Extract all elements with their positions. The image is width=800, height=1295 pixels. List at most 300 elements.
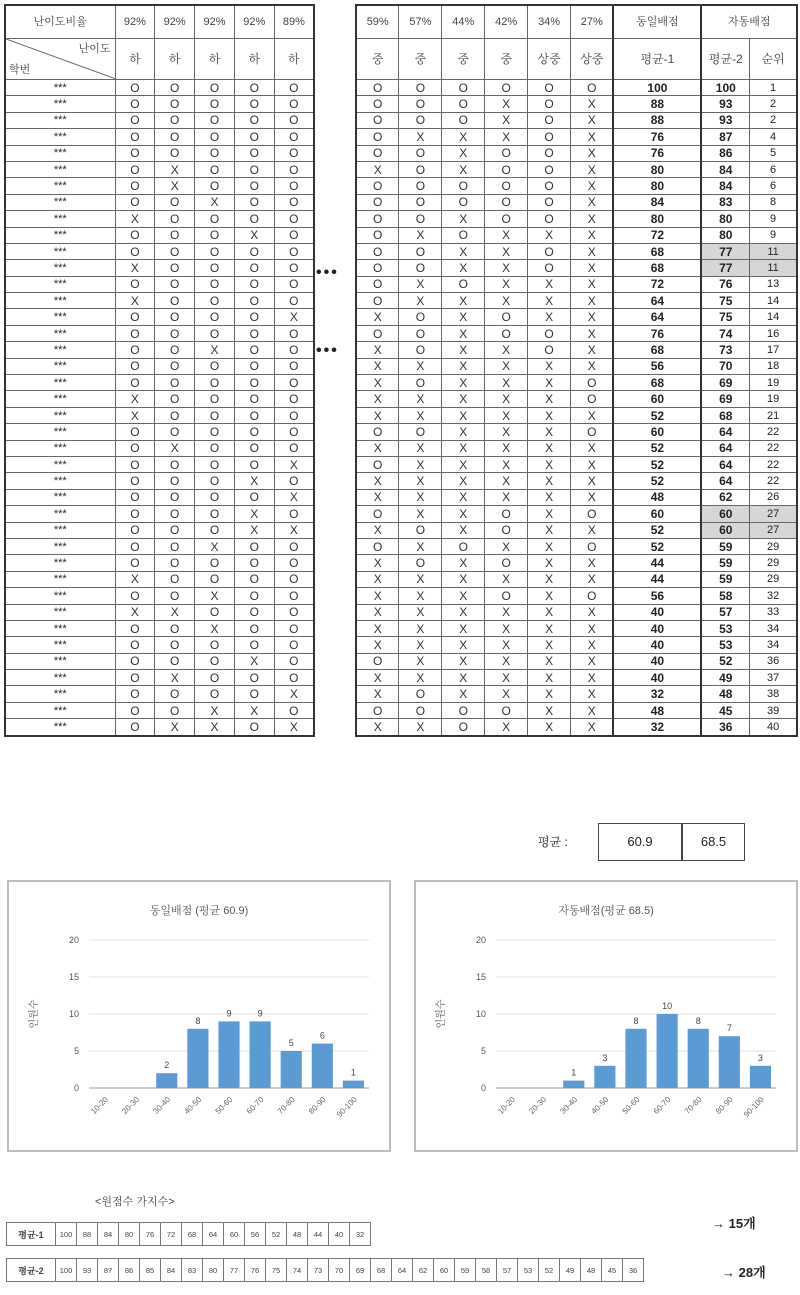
answer-mark-cell: X [571, 719, 614, 736]
average-1-cell: 80 [613, 211, 701, 227]
answer-mark-cell: X [195, 719, 235, 736]
average-2-cell: 59 [701, 538, 749, 554]
student-row [356, 194, 797, 210]
answer-mark-cell: O [234, 325, 274, 341]
answer-mark-cell: O [115, 702, 155, 718]
answer-mark-cell: X [399, 276, 442, 292]
answer-mark-cell: O [234, 456, 274, 472]
answer-mark-cell: X [528, 555, 571, 571]
answer-mark-cell: O [399, 161, 442, 177]
answer-mark-cell: X [485, 620, 528, 636]
answer-mark-cell: X [571, 686, 614, 702]
rank-cell: 17 [750, 342, 797, 358]
student-row [356, 276, 797, 292]
histogram-bar [250, 1021, 271, 1088]
answer-mark-cell: O [356, 653, 399, 669]
score-cell: 88 [77, 1223, 98, 1246]
answer-mark-cell: X [115, 211, 155, 227]
answer-mark-cell: X [571, 571, 614, 587]
answer-mark-cell: O [399, 194, 442, 210]
student-row [5, 194, 314, 210]
answer-mark-cell: X [528, 620, 571, 636]
answer-mark-cell: X [356, 637, 399, 653]
score-cell: 68 [182, 1223, 203, 1246]
histogram-bar [625, 1029, 646, 1088]
answer-mark-cell: O [442, 112, 485, 128]
student-id-cell: *** [5, 227, 115, 243]
diagonal-header-cell [5, 39, 115, 80]
average-1-cell: 32 [613, 719, 701, 736]
histogram-bar [312, 1044, 333, 1088]
answer-mark-cell: O [528, 178, 571, 194]
answer-mark-cell: X [485, 358, 528, 374]
answer-mark-cell: X [528, 456, 571, 472]
average-2-cell: 68 [701, 407, 749, 423]
answer-mark-cell: O [274, 112, 314, 128]
score-cell: 87 [98, 1259, 119, 1282]
difficulty-cell: 하 [234, 39, 274, 80]
auto-weight-histogram [416, 882, 796, 1150]
right-difficulty-row [356, 39, 797, 80]
answer-mark-cell: X [485, 456, 528, 472]
average-1-cell: 48 [613, 702, 701, 718]
answer-mark-cell: X [234, 227, 274, 243]
answer-mark-cell: O [274, 161, 314, 177]
average-2-cell: 77 [701, 243, 749, 259]
answer-mark-cell: O [274, 588, 314, 604]
rank-cell: 22 [750, 440, 797, 456]
answer-mark-cell: X [485, 227, 528, 243]
rank-cell: 9 [750, 211, 797, 227]
average-1-cell: 56 [613, 588, 701, 604]
answer-mark-cell: O [155, 342, 195, 358]
answer-mark-cell: O [399, 243, 442, 259]
answer-mark-cell: X [356, 588, 399, 604]
answer-mark-cell: O [234, 686, 274, 702]
answer-mark-cell: O [399, 555, 442, 571]
percent-cell: 57% [399, 5, 442, 39]
answer-mark-cell: X [356, 604, 399, 620]
answer-mark-cell: O [234, 538, 274, 554]
student-id-cell: *** [5, 260, 115, 276]
percent-cell: 89% [274, 5, 314, 39]
answer-mark-cell: O [274, 80, 314, 96]
answer-mark-cell: X [571, 293, 614, 309]
answer-mark-cell: O [234, 112, 274, 128]
y-tick-label: 15 [68, 972, 79, 982]
answer-mark-cell: O [155, 375, 195, 391]
score-cell: 76 [140, 1223, 161, 1246]
answer-mark-cell: X [571, 670, 614, 686]
answer-mark-cell: X [485, 653, 528, 669]
student-id-cell: *** [5, 473, 115, 489]
student-row [5, 588, 314, 604]
answer-mark-cell: O [399, 211, 442, 227]
difficulty-ratio-label: 난이도비율 [5, 5, 115, 39]
answer-mark-cell: X [442, 620, 485, 636]
rank-cell: 27 [750, 506, 797, 522]
data-label: 2 [164, 1060, 170, 1071]
answer-mark-cell: O [274, 670, 314, 686]
average-2-cell: 76 [701, 276, 749, 292]
student-id-cell: *** [5, 375, 115, 391]
answer-mark-cell: O [195, 325, 235, 341]
answer-mark-cell: O [155, 194, 195, 210]
answer-mark-cell: O [274, 145, 314, 161]
answer-mark-cell: X [356, 309, 399, 325]
y-tick-label: 5 [480, 1046, 486, 1056]
rank-cell: 36 [750, 653, 797, 669]
answer-mark-cell: O [356, 424, 399, 440]
score-cell: 36 [623, 1259, 644, 1282]
difficulty-cell: 하 [195, 39, 235, 80]
answer-mark-cell: X [155, 719, 195, 736]
answer-mark-cell: X [356, 440, 399, 456]
rank-cell: 34 [750, 637, 797, 653]
answer-mark-cell: O [234, 440, 274, 456]
answer-mark-cell: O [155, 145, 195, 161]
answer-mark-cell: O [115, 227, 155, 243]
student-id-cell: *** [5, 391, 115, 407]
average-2-cell: 69 [701, 391, 749, 407]
x-tick-label: 50-60 [620, 1095, 642, 1116]
score-cell: 58 [476, 1259, 497, 1282]
answer-mark-cell: O [155, 538, 195, 554]
answer-mark-cell: O [155, 325, 195, 341]
student-row [5, 325, 314, 341]
answer-mark-cell: X [399, 391, 442, 407]
answer-mark-cell: X [528, 424, 571, 440]
answer-mark-cell: O [528, 145, 571, 161]
average-1-cell: 52 [613, 440, 701, 456]
answer-mark-cell: X [485, 129, 528, 145]
answer-mark-cell: X [195, 702, 235, 718]
answer-mark-cell: O [115, 309, 155, 325]
answer-mark-cell: O [234, 489, 274, 505]
student-id-cell: *** [5, 96, 115, 112]
answer-mark-cell: X [356, 522, 399, 538]
answer-mark-cell: O [399, 260, 442, 276]
answer-mark-cell: X [274, 686, 314, 702]
answer-mark-cell: O [274, 440, 314, 456]
answer-mark-cell: O [115, 194, 155, 210]
answer-mark-cell: X [571, 440, 614, 456]
student-row [356, 702, 797, 718]
answer-mark-cell: X [442, 489, 485, 505]
answer-mark-cell: X [442, 145, 485, 161]
answer-mark-cell: X [399, 588, 442, 604]
average-2-cell: 36 [701, 719, 749, 736]
average-2-cell: 64 [701, 456, 749, 472]
rank-cell: 33 [750, 604, 797, 620]
answer-mark-cell: O [356, 456, 399, 472]
answer-mark-cell: X [234, 522, 274, 538]
student-id-cell: *** [5, 604, 115, 620]
student-row [356, 604, 797, 620]
score-cell: 100 [56, 1223, 77, 1246]
student-id-cell: *** [5, 178, 115, 194]
answer-mark-cell: O [442, 227, 485, 243]
student-row [5, 260, 314, 276]
average-2-cell: 59 [701, 571, 749, 587]
score-cell: 32 [350, 1223, 371, 1246]
y-axis-label: 인원수 [29, 999, 40, 1029]
answer-mark-cell: O [155, 391, 195, 407]
answer-mark-cell: O [195, 489, 235, 505]
answer-mark-cell: X [485, 276, 528, 292]
student-row [5, 358, 314, 374]
answer-mark-cell: O [442, 178, 485, 194]
score-cell: 59 [455, 1259, 476, 1282]
answer-mark-cell: X [442, 604, 485, 620]
answer-mark-cell: X [528, 391, 571, 407]
student-row [356, 670, 797, 686]
student-row [356, 211, 797, 227]
answer-mark-cell: O [274, 555, 314, 571]
average-2-cell: 49 [701, 670, 749, 686]
average-1-cell: 40 [613, 670, 701, 686]
answer-mark-cell: O [115, 161, 155, 177]
score-cell: 68 [371, 1259, 392, 1282]
student-id-cell: *** [5, 506, 115, 522]
average-1-header: 평균-1 [613, 39, 701, 80]
answer-mark-cell: O [485, 194, 528, 210]
answer-mark-cell: O [155, 702, 195, 718]
student-row [5, 440, 314, 456]
score-cell: 73 [308, 1259, 329, 1282]
answer-mark-cell: O [155, 358, 195, 374]
answer-mark-cell: X [528, 522, 571, 538]
percent-cell: 42% [485, 5, 528, 39]
answer-mark-cell: O [234, 309, 274, 325]
answer-mark-cell: X [571, 276, 614, 292]
student-row [356, 375, 797, 391]
answer-mark-cell: O [234, 407, 274, 423]
average-2-cell: 64 [701, 424, 749, 440]
answer-mark-cell: X [195, 620, 235, 636]
same-weight-histogram [9, 882, 389, 1150]
rank-cell: 5 [750, 145, 797, 161]
score-cell: 77 [224, 1259, 245, 1282]
answer-mark-cell: O [399, 96, 442, 112]
answer-mark-cell: X [485, 719, 528, 736]
average-2-cell: 62 [701, 489, 749, 505]
answer-mark-cell: X [442, 293, 485, 309]
student-id-cell: *** [5, 293, 115, 309]
average-1-cell: 64 [613, 293, 701, 309]
answer-mark-cell: O [195, 96, 235, 112]
average-2-cell: 53 [701, 637, 749, 653]
x-tick-label: 70-80 [682, 1095, 704, 1116]
answer-mark-cell: X [399, 653, 442, 669]
answer-mark-cell: O [485, 506, 528, 522]
answer-mark-cell: O [115, 358, 155, 374]
answer-mark-cell: O [399, 80, 442, 96]
x-tick-label: 30-40 [151, 1095, 173, 1116]
answer-mark-cell: X [356, 391, 399, 407]
rank-cell: 22 [750, 456, 797, 472]
answer-mark-cell: O [234, 670, 274, 686]
answer-mark-cell: O [356, 243, 399, 259]
answer-mark-cell: X [485, 342, 528, 358]
answer-mark-cell: X [442, 161, 485, 177]
answer-mark-cell: O [356, 293, 399, 309]
answer-mark-cell: O [195, 145, 235, 161]
answer-mark-cell: O [195, 161, 235, 177]
student-row [356, 719, 797, 736]
answer-mark-cell: X [234, 506, 274, 522]
answer-mark-cell: X [356, 473, 399, 489]
answer-mark-cell: O [274, 506, 314, 522]
student-row [5, 538, 314, 554]
answer-mark-cell: O [195, 129, 235, 145]
right-table-body [356, 5, 797, 736]
answer-mark-cell: O [155, 309, 195, 325]
answer-mark-cell: X [571, 129, 614, 145]
answer-mark-cell: O [571, 375, 614, 391]
y-tick-label: 0 [480, 1083, 486, 1093]
answer-mark-cell: X [571, 522, 614, 538]
x-tick-label: 90-100 [741, 1095, 766, 1120]
rank-cell: 2 [750, 112, 797, 128]
data-label: 1 [350, 1067, 356, 1078]
answer-mark-cell: O [234, 588, 274, 604]
percent-cell: 59% [356, 5, 399, 39]
percent-cell: 92% [155, 5, 195, 39]
answer-mark-cell: O [115, 375, 155, 391]
student-id-cell: *** [5, 211, 115, 227]
answer-mark-cell: X [399, 227, 442, 243]
student-row [5, 391, 314, 407]
answer-mark-cell: X [399, 620, 442, 636]
average-2-cell: 60 [701, 522, 749, 538]
student-row [356, 145, 797, 161]
average-2-cell: 64 [701, 473, 749, 489]
answer-mark-cell: O [274, 178, 314, 194]
answer-mark-cell: X [485, 293, 528, 309]
answer-mark-cell: O [485, 555, 528, 571]
answer-mark-cell: O [528, 211, 571, 227]
answer-mark-cell: O [234, 375, 274, 391]
answer-mark-cell: O [528, 342, 571, 358]
answer-mark-cell: X [115, 260, 155, 276]
answer-mark-cell: X [356, 489, 399, 505]
answer-mark-cell: O [115, 96, 155, 112]
answer-mark-cell: X [485, 424, 528, 440]
student-row [5, 489, 314, 505]
average-1-cell: 64 [613, 309, 701, 325]
answer-mark-cell: X [195, 588, 235, 604]
student-row [5, 424, 314, 440]
rank-cell: 14 [750, 293, 797, 309]
answer-mark-cell: O [528, 80, 571, 96]
answer-mark-cell: X [399, 456, 442, 472]
score-cell: 75 [266, 1259, 287, 1282]
answer-mark-cell: O [274, 637, 314, 653]
answer-mark-cell: O [356, 194, 399, 210]
answer-mark-cell: X [528, 440, 571, 456]
average-1-cell: 44 [613, 571, 701, 587]
average-2-cell: 57 [701, 604, 749, 620]
answer-mark-cell: O [195, 276, 235, 292]
average-1-cell: 52 [613, 538, 701, 554]
rank-cell: 9 [750, 227, 797, 243]
x-tick-label: 20-30 [120, 1095, 142, 1116]
average-1-cell: 72 [613, 276, 701, 292]
answer-mark-cell: O [399, 145, 442, 161]
student-id-cell: *** [5, 309, 115, 325]
answer-mark-cell: O [356, 260, 399, 276]
score-cell: 70 [329, 1259, 350, 1282]
answer-mark-cell: O [356, 325, 399, 341]
percent-cell: 27% [571, 5, 614, 39]
answer-mark-cell: O [195, 80, 235, 96]
answer-mark-cell: X [399, 719, 442, 736]
answer-mark-cell: X [528, 489, 571, 505]
answer-mark-cell: O [356, 145, 399, 161]
answer-mark-cell: O [274, 342, 314, 358]
answer-mark-cell: O [195, 358, 235, 374]
answer-mark-cell: O [356, 506, 399, 522]
strip-row [7, 1223, 371, 1246]
answer-mark-cell: O [195, 440, 235, 456]
answer-mark-cell: O [274, 407, 314, 423]
score-cell: 52 [539, 1259, 560, 1282]
average-1-cell: 68 [613, 342, 701, 358]
answer-mark-cell: X [528, 588, 571, 604]
student-row [356, 473, 797, 489]
answer-mark-cell: X [356, 555, 399, 571]
data-label: 8 [695, 1015, 701, 1026]
x-tick-label: 10-20 [496, 1095, 517, 1116]
student-id-cell: *** [5, 424, 115, 440]
average-1-cell: 40 [613, 604, 701, 620]
answer-mark-cell: X [442, 506, 485, 522]
x-tick-label: 50-60 [213, 1095, 235, 1116]
answer-mark-cell: O [356, 178, 399, 194]
answer-mark-cell: O [115, 473, 155, 489]
score-cell: 100 [56, 1259, 77, 1282]
student-id-cell: *** [5, 719, 115, 736]
answer-mark-cell: O [234, 620, 274, 636]
answer-mark-cell: O [274, 702, 314, 718]
rank-cell: 19 [750, 391, 797, 407]
score-cell: 52 [266, 1223, 287, 1246]
difficulty-cell: 중 [442, 39, 485, 80]
answer-mark-cell: O [274, 129, 314, 145]
y-tick-label: 0 [73, 1083, 79, 1093]
rank-cell: 18 [750, 358, 797, 374]
answer-mark-cell: O [234, 358, 274, 374]
answer-mark-cell: X [485, 538, 528, 554]
answer-mark-cell: X [485, 637, 528, 653]
histogram-bar [719, 1036, 740, 1088]
student-id-cell: *** [5, 588, 115, 604]
student-row [356, 293, 797, 309]
answer-mark-cell: O [399, 686, 442, 702]
answer-mark-cell: X [442, 129, 485, 145]
answer-mark-cell: X [356, 342, 399, 358]
data-label: 8 [195, 1015, 201, 1026]
answer-mark-cell: O [571, 538, 614, 554]
student-row [5, 555, 314, 571]
answer-mark-cell: X [399, 407, 442, 423]
data-label: 5 [288, 1038, 294, 1048]
answer-mark-cell: X [155, 604, 195, 620]
answer-mark-cell: X [571, 112, 614, 128]
answer-mark-cell: O [485, 80, 528, 96]
student-id-cell: *** [5, 653, 115, 669]
